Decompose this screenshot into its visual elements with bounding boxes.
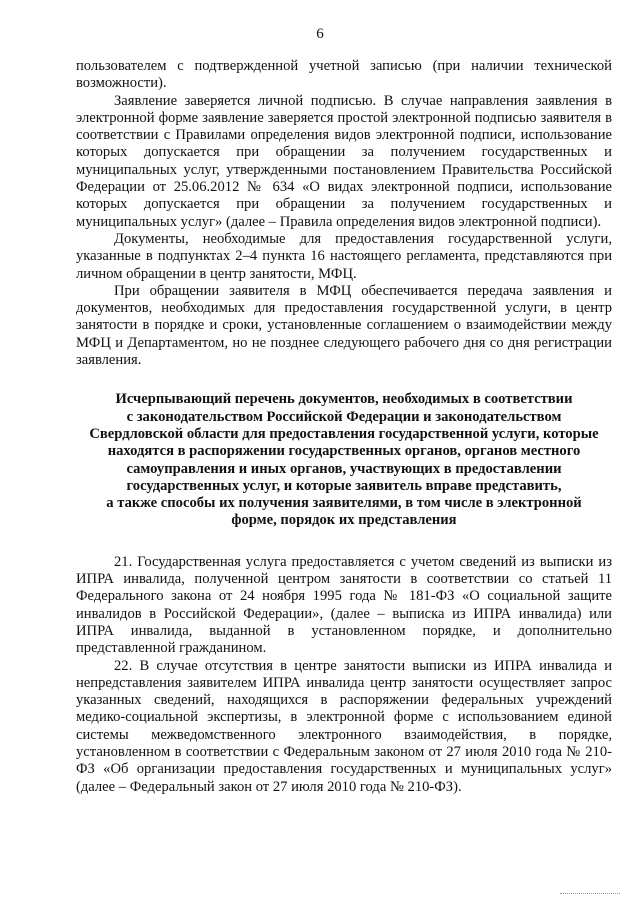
page-number: 6	[316, 26, 324, 42]
paragraph-documents: Документы, необходимые для предоставления государственной услуги, указанные в подпунктах 2–4 пункта 16 настоящего регламента, представляются при личном обращении в центр занятости, МФЦ.	[76, 230, 612, 282]
scan-mark	[560, 893, 620, 898]
heading-line: находятся в распоряжении государственных органов, органов местного	[107, 443, 581, 460]
paragraph-signature: Заявление заверяется личной подписью. В случае направления заявления в электронной форме заявление заверяется простой электронной подписью заявителя в соответствии с Правилами определения видов электронной подписи, использование которых допускается при обращении за получением государственных и муниципальных услуг, утвержденными постановлением Правительства Российской Федерации от 25.06.2012 № 634 «О видах электронной подписи, использование которых допускается при обращении за получением государственных и муниципальных услуг» (далее – Правила определения видов электронной подписи).	[76, 92, 612, 230]
paragraph-mfc: При обращении заявителя в МФЦ обеспечивается передача заявления и документов, необходимых для предоставления государственной услуги, в центр занятости в порядке и сроки, установленные соглашением о взаимодействии между МФЦ и Департаментом, но не позднее следующего рабочего дня со дня регистрации заявления.	[76, 282, 612, 369]
paragraph-item-21: 21. Государственная услуга предоставляется с учетом сведений из выписки из ИПРА инвалида, полученной центром занятости в соответствии со статьей 11 Федерального закона от 24 ноября 1995 года № 181-ФЗ «О социальной защите инвалидов в Российской Федерации», (далее – выписка из ИПРА инвалида) или ИПРА инвалида, выданной в установленном порядке, и дополнительно представленной гражданином.	[76, 553, 612, 657]
heading-line: государственных услуг, и которые заявитель вправе представить,	[126, 477, 562, 494]
page-content	[76, 58, 612, 796]
heading-line: Свердловской области для предоставления государственной услуги, которые	[89, 425, 599, 442]
heading-line: самоуправления и иных органов, участвующих в предоставлении	[126, 460, 562, 477]
section-heading	[76, 391, 612, 529]
heading-line: а также способы их получения заявителями, в том числе в электронной	[106, 495, 582, 512]
heading-line: с законодательством Российской Федерации и законодательством	[126, 408, 562, 425]
paragraph-item-22: 22. В случае отсутствия в центре занятости выписки из ИПРА инвалида и непредставления заявителем ИПРА инвалида центр занятости осуществляет запрос указанных сведений, находящихся в распоряжении федеральных учреждений медико-социальной экспертизы, в электронной форме с использованием единой системы межведомственного электронного взаимодействия, в порядке, установленном в соответствии с Федеральным законом от 27 июля 2010 года № 210-ФЗ «Об организации предоставления государственных и муниципальных услуг» (далее – Федеральный закон от 27 июля 2010 года № 210-ФЗ).	[76, 657, 612, 795]
heading-line: форме, порядок их представления	[231, 512, 457, 529]
paragraph-continuation: пользователем с подтвержденной учетной записью (при наличии технической возможности).	[76, 58, 612, 92]
heading-line: Исчерпывающий перечень документов, необходимых в соответствии	[115, 391, 573, 408]
